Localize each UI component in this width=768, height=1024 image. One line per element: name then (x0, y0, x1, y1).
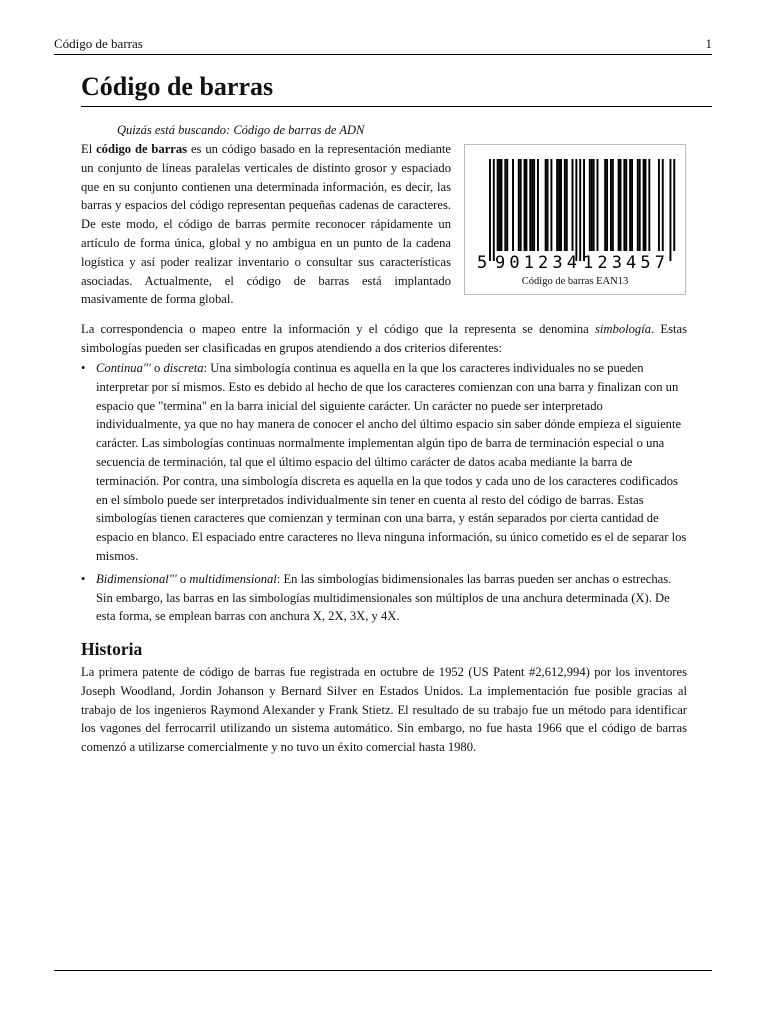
history-paragraph: La primera patente de código de barras fue registrada en octubre de 1952 (US Patent #2,612,994) por los inventores Joseph Woodland, Jordin Johanson y Bernard Silver en Estados Unidos. La implementación fue posible gracias al trabajo de los ingenieros Raymond Alexander y Frank Stietz. El resultado de su trabajo fue un método para identificar los vagones del ferrocarril utilizando un sistema automático. Sin embargo, no fue hasta 1966 que el código de barras comenzó a utilizarse comercialmente y no tuvo un éxito comercial hasta 1980. (81, 665, 687, 755)
bullet-term-1: Bidimensional"' (96, 571, 177, 586)
barcode-bar (593, 159, 595, 251)
barcode-bar (610, 159, 612, 251)
bullet-term-1: Continua"' (96, 361, 151, 375)
barcode-bar (583, 159, 585, 261)
barcode-bar (572, 159, 574, 251)
barcode-bar (504, 159, 506, 251)
p2-pre: La correspondencia o mapeo entre la información y el código que la representa se denomina (81, 322, 596, 336)
barcode-bar (524, 159, 526, 251)
barcode-first-digit: 5 (477, 253, 488, 271)
bullet-text: : Una simbología continua es aquella en la que los caracteres individuales no se pueden interpretar por sí mismos. Esto es debido al hecho de que los caracteres comienzan con una barra y finalizan con un espacio que "termina" en la barra inicial del siguiente carácter. Un carácter no puede ser interpretado individualmente, ya que no hay manera de conocer el ancho del último espacio sin saber dónde empieza el siguiente carácter. Las simbologías continuas normalmente implementan algún tipo de barra de terminación especial o una secuencia de terminación, tal que el último espacio del último carácter de datos acaba mediante la barra de terminación. Por contra, una simbología discreta es aquella en la que todos y cada uno de los caracteres codificados en el símbolo puede ser interpretados individualmente sin tener en cuenta al resto del código de barras. Estas simbologías tienen caracteres que comienzan y terminan con una barra, y están separados por cierta cantidad de espacio en blanco. El espaciado entre caracteres no lleva ninguna información, su único cometido es el de separar los mismos. (96, 361, 687, 563)
intro-pre: El (81, 142, 97, 156)
barcode-bar (518, 159, 520, 251)
barcode-bar (597, 159, 599, 251)
barcode-bar (643, 159, 645, 251)
barcode-bar (629, 159, 631, 251)
barcode-bar (604, 159, 606, 251)
barcode-bar (620, 159, 622, 251)
barcode-bar (631, 159, 633, 251)
barcode-bar (625, 159, 627, 251)
barcode-bar (560, 159, 562, 251)
symbology-paragraph (81, 320, 687, 358)
barcode-bar (669, 159, 671, 261)
bullet-mark: • (81, 571, 86, 586)
barcode-left-digits: 901234 (495, 253, 577, 271)
barcode-bar (645, 159, 647, 251)
barcode-bar (639, 159, 641, 251)
barcode-bar (658, 159, 660, 251)
barcode-bar (497, 159, 499, 251)
barcode-bar (566, 159, 568, 251)
barcode-bar (499, 159, 501, 251)
barcode-right-digits: 123457 (583, 253, 665, 271)
p2-term[interactable]: simbología (595, 322, 652, 336)
list-item (81, 570, 687, 626)
barcode-bar (493, 159, 495, 261)
barcode-bar (489, 159, 491, 261)
barcode-bar (673, 159, 675, 251)
running-title: Código de barras (54, 36, 143, 51)
barcode-bar (606, 159, 608, 251)
barcode-bar (575, 159, 577, 261)
list-item (81, 359, 687, 566)
barcode-bar (637, 159, 639, 251)
barcode-bar (512, 159, 514, 251)
barcode-image (473, 155, 679, 271)
barcode-bar (591, 159, 593, 251)
barcode-bar (537, 159, 539, 251)
barcode-bar (501, 159, 503, 251)
barcode-bar (579, 159, 581, 261)
barcode-bar (506, 159, 508, 251)
footer-rule (54, 970, 712, 971)
barcode-bar (545, 159, 547, 251)
barcode-bar (550, 159, 552, 251)
bullet-term-2: discreta (163, 361, 204, 375)
barcode-bar (564, 159, 566, 251)
bullet-term-2: multidimensional (189, 571, 277, 586)
bullet-connector: o (176, 571, 190, 586)
barcode-bar (520, 159, 522, 251)
page-number: 1 (705, 36, 712, 51)
barcode-bar (589, 159, 591, 251)
p2-post: . Estas simbologías pueden ser clasificadas en grupos atendiendo a dos criterios diferentes: (81, 322, 687, 355)
barcode-bar (533, 159, 535, 251)
page-title: Código de barras (81, 72, 712, 107)
barcode-bar (558, 159, 560, 251)
barcode-bar (612, 159, 614, 251)
intro-term: código de barras (96, 142, 188, 156)
barcode-figure[interactable] (464, 144, 686, 295)
barcode-bar (662, 159, 664, 251)
barcode-bar (556, 159, 558, 251)
barcode-bar (531, 159, 533, 251)
barcode-bar (525, 159, 527, 251)
barcode-bar (547, 159, 549, 251)
bullet-text: : En las simbologías bidimensionales las barras pueden ser anchas o estrechas. Sin embargo, las barras en las simbologías multidimensionales son múltiplos de una anchura determinada (X). De esta forma, se emplean barras con anchura X, 2X, 3X, y 4X. (96, 571, 672, 624)
barcode-bar (648, 159, 650, 251)
intro-paragraph (81, 140, 451, 309)
barcode-bar (618, 159, 620, 251)
bullet-mark: • (81, 361, 86, 375)
running-header (54, 36, 712, 55)
barcode-bar (529, 159, 531, 251)
section-heading-historia: Historia (81, 639, 143, 659)
hatnote[interactable]: Quizás está buscando: Código de barras de ADN (117, 123, 365, 137)
bullet-connector: o (150, 361, 164, 375)
barcode-bar (623, 159, 625, 251)
figure-caption: Código de barras EAN13 (521, 276, 629, 287)
intro-body: es un código basado en la representación mediante un conjunto de líneas paralelas verticales de distinto grosor y espaciado que en su conjunto contienen una determinada información, es decir, las barras y espacios del código representan pequeñas cadenas de caracteres. De este modo, el código de barras permite reconocer rápidamente un artículo de forma única, global y no ambigua en un punto de la cadena logística y así poder realizar inventario o consultar sus características asociadas. Actualmente, el código de barras está implantado masivamente de forma global. (81, 142, 451, 307)
symbology-list (81, 359, 687, 626)
